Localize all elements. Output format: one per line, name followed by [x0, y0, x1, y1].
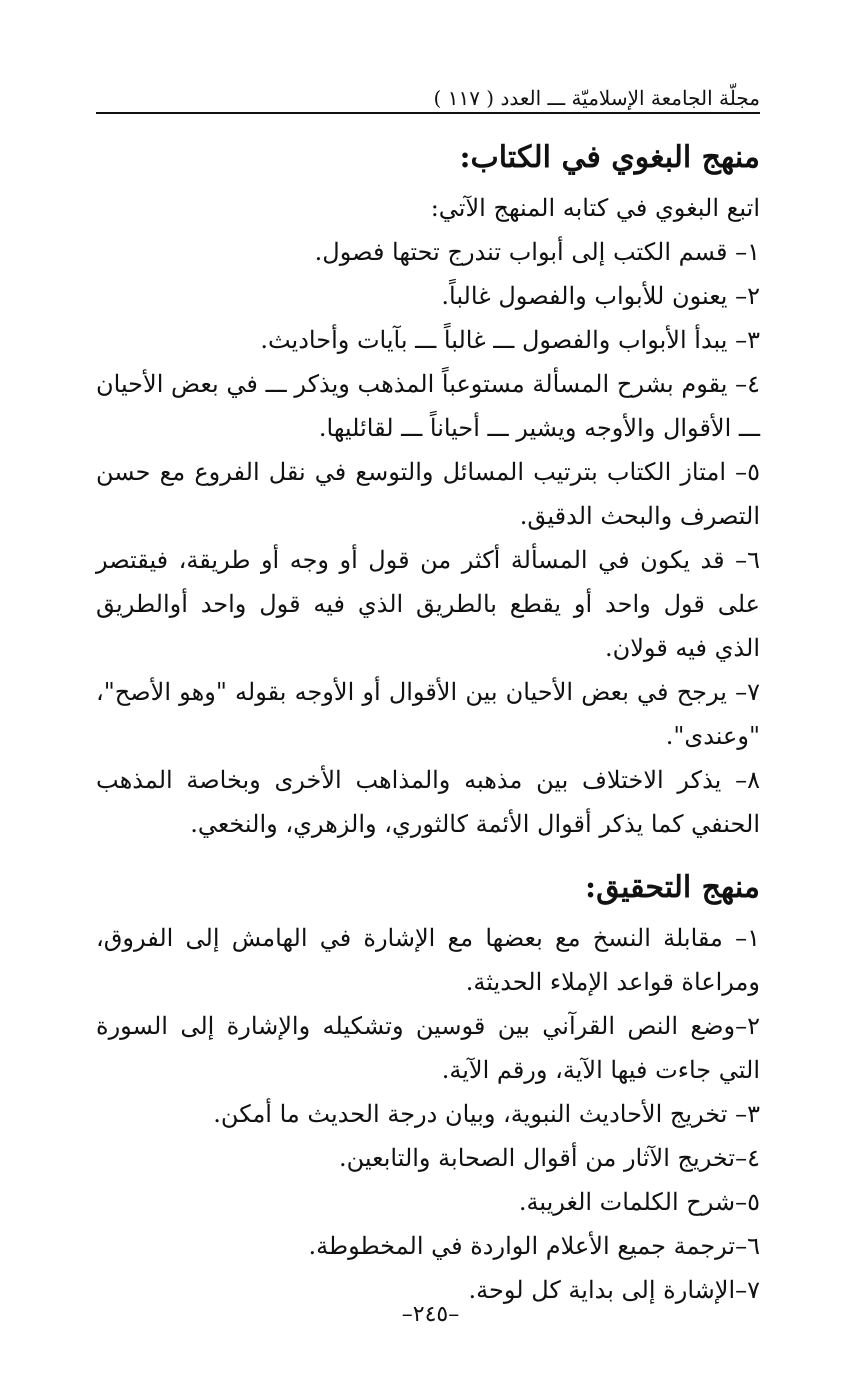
running-header: [96, 86, 760, 114]
list-item: ٥–شرح الكلمات الغريبة.: [518, 1188, 760, 1216]
list-item: ٤– يقوم بشرح المسألة مستوعباً المذهب ويذكر ـــ في بعض الأحيان ـــ الأقوال والأوجه ويشير ـــ أحياناً ـــ لقائليها.: [96, 370, 760, 442]
list-item: ٧–الإشارة إلى بداية كل لوحة.: [468, 1276, 760, 1304]
section-intro: اتبع البغوي في كتابه المنهج الآتي:: [430, 194, 760, 222]
list-item: ١– قسم الكتب إلى أبواب تندرج تحتها فصول.: [314, 238, 760, 266]
list-item: ٥– امتاز الكتاب بترتيب المسائل والتوسع في نقل الفروع مع حسن التصرف والبحث الدقيق.: [96, 458, 760, 530]
list-item: ٣– تخريج الأحاديث النبوية، وبيان درجة الحديث ما أمكن.: [213, 1100, 760, 1128]
page-number: –٢٤٥–: [401, 1302, 460, 1327]
section-title-book-method: منهج البغوي في الكتاب:: [459, 140, 760, 175]
list-item: ٨– يذكر الاختلاف بين مذهبه والمذاهب الأخرى وبخاصة المذهب الحنفي كما يذكر أقوال الأئمة كالثوري، والزهري، والنخعي.: [96, 766, 760, 838]
list-item: ٢–وضع النص القرآني بين قوسين وتشكيله والإشارة إلى السورة التي جاءت فيها الآية، ورقم الآية.: [96, 1012, 760, 1084]
list-item: ٤–تخريج الآثار من أقوال الصحابة والتابعين.: [339, 1144, 760, 1172]
list-item: ٣– يبدأ الأبواب والفصول ـــ غالباً ـــ بآيات وأحاديث.: [260, 326, 760, 354]
section-gap: [96, 846, 760, 864]
section-title-editing-method: منهج التحقيق:: [585, 870, 760, 905]
list-item: ٦–ترجمة جميع الأعلام الواردة في المخطوطة.: [308, 1232, 760, 1260]
editing-method-list: [96, 916, 760, 1312]
book-method-list: [96, 230, 760, 846]
list-item: ١– مقابلة النسخ مع بعضها مع الإشارة في الهامش إلى الفروق، ومراعاة قواعد الإملاء الحديثة.: [96, 924, 760, 996]
list-item: ٧– يرجح في بعض الأحيان بين الأقوال أو الأوجه بقوله "وهو الأصح"، "وعندى".: [96, 678, 760, 750]
running-title: مجلّة الجامعة الإسلاميّة ـــ العدد ( ١١٧ ): [433, 86, 760, 110]
list-item: ٦– قد يكون في المسألة أكثر من قول أو وجه أو طريقة، فيقتصر على قول واحد أو يقطع بالطريق الذي فيه قول واحد أوالطريق الذي فيه قولان.: [96, 546, 760, 662]
page-body: [96, 134, 760, 1312]
list-item: ٢– يعنون للأبواب والفصول غالباً.: [441, 282, 760, 310]
